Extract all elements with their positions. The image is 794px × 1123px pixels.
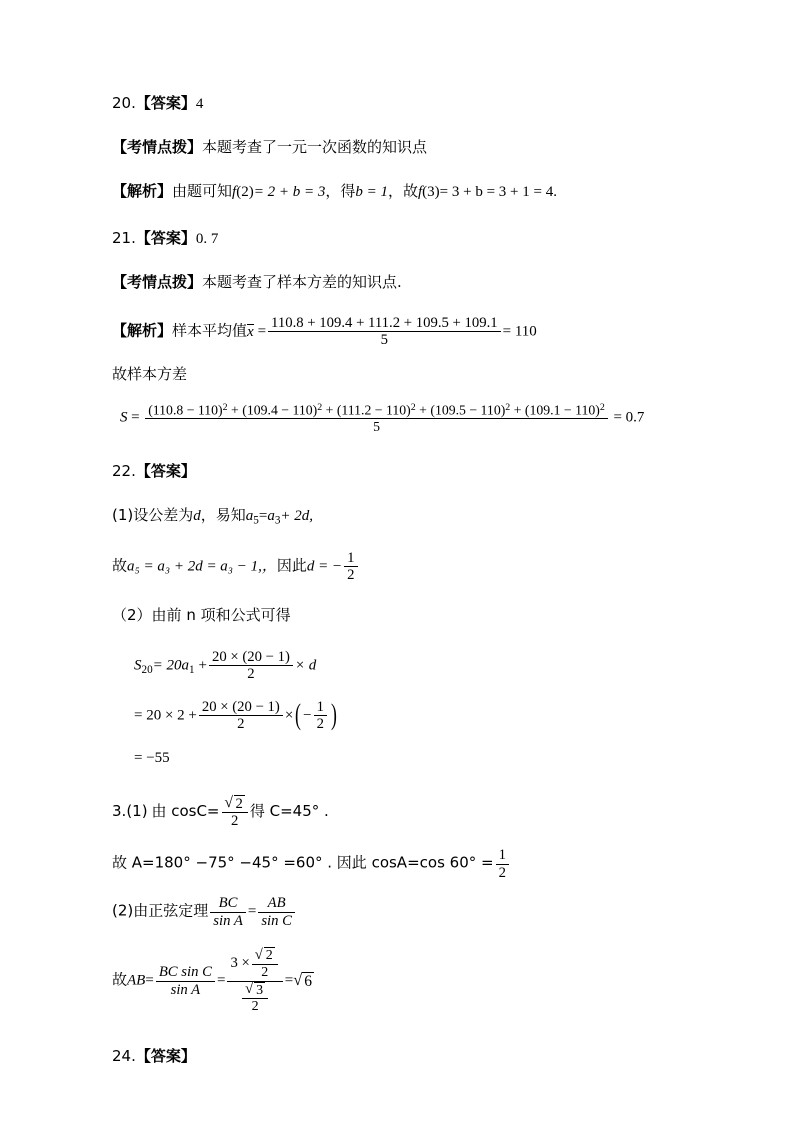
q22-d: d	[193, 508, 201, 525]
q22-line2-num: 20 × (20 − 1)	[199, 699, 283, 716]
q20-f3: f	[417, 184, 423, 200]
q22-line2-eq: a₅ = a₃ + 2d = a₃ − 1,，	[127, 558, 277, 575]
q22-part2-line	[112, 604, 692, 625]
q22-line2-pnum: 1	[314, 699, 327, 716]
q22-S20-tail: × d	[294, 657, 317, 674]
q23-inner-num-radicand: 2	[265, 948, 273, 964]
q22-S20-den: 2	[247, 666, 255, 683]
q22-line2-pden: 2	[316, 716, 324, 733]
q23-inner-num-sqrt	[252, 947, 278, 965]
q21-answer-value: 0. 7	[195, 231, 219, 247]
question-24-block	[112, 1045, 692, 1066]
q21-mean-line	[112, 315, 692, 349]
q20-tip-text: 本题考查了一元一次函数的知识点	[202, 138, 428, 156]
q21-variance-denominator: 5	[373, 418, 380, 434]
q22-a3-sub: 3	[274, 514, 281, 527]
q23-inner-den-fraction	[242, 982, 268, 1015]
q23-result-radicand: 6	[304, 972, 312, 990]
q23-cos-den: 2	[231, 813, 239, 829]
q21-variance-intro	[112, 363, 692, 384]
q22-line2-den: 2	[237, 716, 245, 733]
q22-S20-num: 20 × (20 − 1)	[209, 649, 293, 666]
q22-part1-text: 设公差为	[133, 506, 194, 525]
q21-sol-text: 样本平均值	[172, 321, 248, 340]
q23-complex-fraction	[227, 947, 282, 1015]
q23-part2-label: (2)	[112, 902, 134, 920]
q23-ratio-fraction	[156, 964, 215, 998]
q22-d-den: 2	[347, 567, 355, 584]
q23-frac2-num-whole: 3 ×	[230, 955, 250, 972]
q21-S-eq: =	[131, 409, 140, 426]
q20-f2-eq: = 2 + b = 3	[253, 184, 326, 200]
q22-a3-tail: + 2d,	[280, 508, 314, 525]
q20-period: .	[553, 184, 557, 200]
q22-S20: S	[134, 657, 142, 674]
sqrt-icon	[225, 795, 245, 812]
q23-num-bc-sinc: BC sin C	[156, 964, 215, 981]
q22-d-num: 1	[344, 550, 357, 567]
q22-s20-line3	[112, 749, 692, 767]
q20-sol-mid: ，得	[325, 182, 356, 200]
q23-complex-num	[227, 947, 282, 981]
q22-answer-line	[112, 460, 692, 481]
q23-line2-text: 故 A=180° −75° −45° =60° . 因此 cosA=cos 60° =	[112, 854, 494, 873]
q22-line3: = −55	[134, 749, 170, 766]
q23-part1-text: 由 cosC=	[151, 801, 220, 820]
q22-part2-text: 由前 n 项和公式可得	[151, 605, 291, 624]
q21-var-exp-0: 2	[222, 401, 228, 413]
q21-var-term-1: (109.4 − 110)	[242, 402, 318, 418]
q22-s20-line1	[112, 649, 692, 683]
q22-S20-a-sub: 1	[189, 663, 195, 676]
q21-variance-numerator	[145, 402, 608, 419]
q23-bc: BC	[210, 895, 246, 912]
q22-answer-label: 【答案】	[135, 462, 196, 481]
q21-number: 21.	[112, 229, 136, 247]
q21-tip-line	[112, 271, 692, 292]
q21-mean-numerator: 110.8 + 109.4 + 111.2 + 109.5 + 109.1	[268, 315, 501, 332]
q24-answer-label: 【答案】	[135, 1047, 196, 1066]
q20-f2: f	[232, 184, 237, 200]
q22-a5: a	[245, 508, 254, 525]
q23-AB-eq: =	[145, 972, 154, 989]
q22-a3: a	[267, 508, 275, 525]
q23-cos-fraction	[222, 795, 248, 830]
q22-line2-times: ×	[284, 707, 294, 724]
q21-S: S	[120, 409, 128, 426]
q23-cos-num-sqrt	[222, 795, 248, 813]
q20-f3-arg: (3)	[422, 184, 440, 200]
q20-sol-prefix: 由题可知	[172, 182, 233, 200]
question-23-block	[112, 795, 692, 1016]
q23-inner-num-den: 2	[261, 965, 269, 981]
q21-mean-result: = 110	[502, 323, 537, 340]
q21-var-plus-2: +	[419, 402, 427, 418]
q20-sol-label: 【解析】	[112, 182, 173, 200]
q21-variance-line	[112, 402, 692, 434]
q22-a5-sub: 5	[253, 514, 259, 527]
q23-AB: AB	[127, 972, 146, 989]
q21-eq: =	[257, 323, 267, 340]
q22-part2-label: （2）	[112, 605, 152, 624]
q24-answer-line	[112, 1045, 692, 1066]
q22-number: 22.	[112, 462, 136, 481]
q23-eq2: =	[216, 972, 226, 989]
q23-inner-den-radicand: 3	[256, 982, 264, 998]
q22-line2-minus: −	[303, 707, 312, 724]
q23-ab-sinc-fraction	[258, 895, 295, 929]
q23-inner-den-sqrt	[242, 982, 268, 1000]
q23-eq: =	[247, 904, 257, 920]
q21-var-exp-3: 2	[505, 401, 511, 413]
q23-number: 3.	[112, 801, 127, 820]
q22-part1-comma: ，	[200, 506, 216, 525]
q22-part1-line2	[112, 550, 692, 584]
q23-inner-num-fraction	[252, 947, 278, 980]
q22-S20-fraction	[209, 649, 293, 683]
q22-part1-line1	[112, 504, 692, 526]
q21-mean-denominator: 5	[380, 332, 389, 349]
q23-sinA: sin A	[213, 912, 243, 929]
q22-line2-fraction	[199, 699, 283, 733]
q23-part1-label: (1)	[126, 801, 148, 820]
q22-part1-label: (1)	[112, 506, 134, 525]
q22-line2-d: d = −	[306, 558, 343, 575]
q23-line4-prefix: 故	[112, 970, 128, 989]
q21-var-exp-4: 2	[599, 401, 605, 413]
sqrt-icon-4	[293, 972, 314, 991]
q20-answer-line	[112, 92, 692, 113]
q23-part2-line	[112, 895, 692, 929]
q21-var-exp-2: 2	[410, 401, 416, 413]
q24-number: 24.	[112, 1047, 136, 1066]
q20-solution-line	[112, 180, 692, 201]
q20-answer-label: 【答案】	[135, 94, 196, 112]
q22-line2-paren-fraction	[314, 699, 327, 733]
q21-tip-label: 【考情点拨】	[112, 273, 203, 291]
question-22-block	[112, 460, 692, 766]
q22-a5-eq: =	[258, 508, 268, 525]
q20-tip-label: 【考情点拨】	[112, 138, 203, 156]
q23-inner-den-den: 2	[251, 999, 259, 1015]
q20-number: 20.	[112, 94, 136, 112]
q23-line2	[112, 847, 692, 881]
q22-right-paren: )	[330, 698, 337, 731]
q23-cosA-fraction	[496, 847, 509, 881]
q23-ab: AB	[258, 895, 295, 912]
q21-variance-result: = 0.7	[613, 409, 645, 426]
q21-variance-intro-text: 故样本方差	[112, 364, 188, 383]
q20-answer-value: 4	[195, 96, 204, 112]
q22-line2-start: = 20 × 2 +	[134, 707, 197, 724]
q23-part1-tail: 得 C=45° .	[249, 801, 329, 820]
q21-mean-fraction	[268, 315, 501, 349]
q20-f2-arg: (2)	[236, 184, 254, 200]
q22-S20-plus: +	[198, 657, 207, 674]
q21-answer-line	[112, 227, 692, 248]
q20-b-eq: b = 1	[355, 184, 388, 200]
sqrt-icon-2	[255, 947, 275, 964]
q22-S20-eq: = 20a	[152, 657, 190, 674]
q20-sol-mid2: ，故	[387, 182, 418, 200]
q21-sol-label: 【解析】	[112, 321, 173, 340]
q20-tip-line	[112, 136, 692, 157]
q23-complex-den	[227, 982, 282, 1015]
q23-part1-line	[112, 795, 692, 830]
q22-d-fraction	[344, 550, 357, 584]
q23-sinC: sin C	[261, 912, 293, 929]
q23-part2-text: 由正弦定理	[133, 902, 209, 920]
q21-var-term-2: (111.2 − 110)	[336, 402, 411, 418]
q23-line4	[112, 947, 692, 1015]
q23-bc-sina-fraction	[210, 895, 246, 929]
q23-eq3: =	[284, 972, 294, 989]
q21-var-exp-1: 2	[317, 401, 323, 413]
q21-xbar: x	[247, 323, 254, 340]
q21-variance-fraction	[145, 402, 608, 434]
q21-var-plus-0: +	[231, 402, 239, 418]
q22-left-paren: (	[295, 698, 302, 731]
q23-cosA-num: 1	[496, 847, 509, 864]
q21-answer-label: 【答案】	[135, 229, 196, 247]
q21-var-term-3: (109.5 − 110)	[430, 402, 506, 418]
q21-var-plus-3: +	[513, 402, 522, 418]
q21-var-plus-1: +	[325, 402, 334, 418]
q23-cos-radicand: 2	[235, 795, 243, 812]
q22-line2-prefix: 故	[112, 556, 128, 575]
q22-part1-text2: 易知	[215, 506, 246, 525]
q21-var-term-0: (110.8 − 110)	[148, 402, 223, 418]
q21-tip-text: 本题考查了样本方差的知识点.	[202, 273, 402, 291]
q22-S20-sub: 20	[141, 663, 153, 676]
q23-cosA-den: 2	[498, 864, 506, 881]
question-20-block	[112, 92, 692, 201]
sqrt-icon-3	[245, 982, 265, 999]
document-content	[112, 92, 692, 1092]
q22-line2-mid: 因此	[276, 556, 307, 575]
q21-var-term-4: (109.1 − 110)	[524, 402, 600, 418]
q23-den-sina: sin A	[170, 981, 201, 998]
q20-f3-eq: = 3 + b = 3 + 1 = 4	[439, 184, 554, 200]
q22-s20-line2	[112, 699, 692, 733]
question-21-block	[112, 227, 692, 434]
